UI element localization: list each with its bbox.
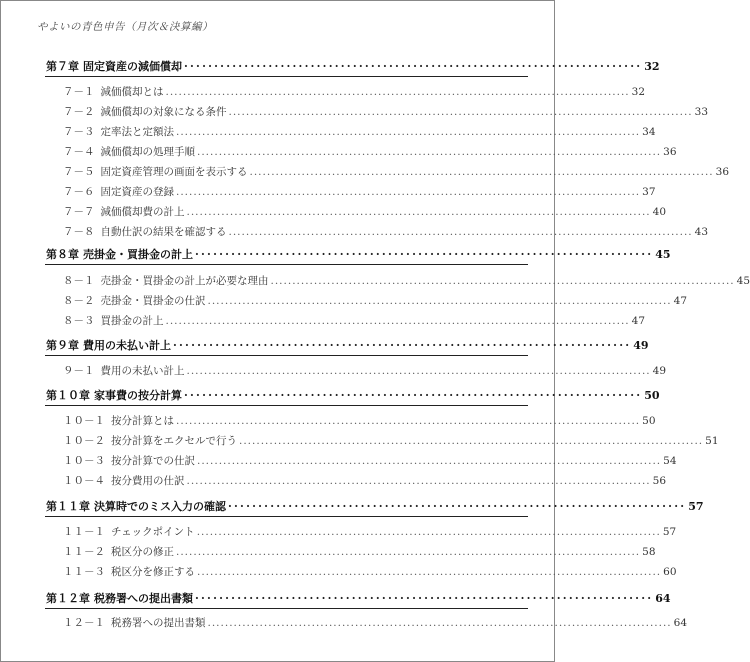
entry-page: 56: [652, 475, 667, 487]
entry-page: 50: [642, 415, 656, 427]
toc-entry[interactable]: [63, 473, 667, 489]
chapter-title: 固定資産の減価償却: [83, 60, 182, 73]
entry-number: １１－２: [63, 546, 105, 558]
dot-leader: ...........................................................................................................: [249, 166, 714, 178]
entry-number: １０－１: [63, 415, 105, 427]
dot-leader: ...........................................................................................................: [176, 415, 641, 427]
entry-page: 43: [694, 226, 709, 238]
dot-leader: ...........................................................................................................: [207, 617, 672, 629]
entry-title: 按分計算での仕訳: [111, 455, 195, 467]
dot-leader: ...........................................................................................................: [197, 455, 662, 467]
toc-entry[interactable]: [63, 184, 656, 200]
chapter-divider: [45, 355, 528, 356]
entry-page: 40: [652, 206, 667, 218]
entry-page: 47: [631, 315, 646, 327]
entry-number: ７－３: [63, 126, 95, 138]
chapter-heading[interactable]: [46, 590, 671, 606]
toc-entry[interactable]: [63, 144, 677, 160]
entry-number: ７－５: [63, 166, 95, 178]
entry-title: 減価償却とは: [100, 86, 164, 98]
entry-title: 費用の未払い計上: [100, 365, 185, 377]
entry-number: ７－１: [63, 86, 95, 98]
chapter-divider: [45, 405, 528, 406]
entry-number: ９－１: [63, 365, 95, 377]
entry-number: １２－１: [63, 617, 105, 629]
entry-page: 32: [631, 86, 646, 98]
entry-title: 定率法と定額法: [100, 126, 174, 138]
dot-leader: ············································································: [184, 60, 643, 73]
toc-entry[interactable]: [63, 104, 709, 120]
chapter-page: 50: [644, 389, 660, 402]
entry-number: １１－１: [63, 526, 105, 538]
dot-leader: ...........................................................................................................: [228, 106, 693, 118]
chapter-title: 税務署への提出書類: [94, 592, 193, 605]
entry-title: 固定資産の登録: [100, 186, 174, 198]
dot-leader: ...........................................................................................................: [196, 526, 661, 538]
toc-entry[interactable]: [63, 204, 667, 220]
entry-title: 按分費用の仕訳: [111, 475, 185, 487]
entry-number: ７－７: [63, 206, 95, 218]
entry-page: 47: [673, 295, 688, 307]
toc-entry[interactable]: [63, 453, 677, 469]
entry-page: 34: [642, 126, 656, 138]
entry-number: １０－３: [63, 455, 105, 467]
toc-entry[interactable]: [63, 413, 656, 429]
dot-leader: ...........................................................................................................: [207, 295, 672, 307]
chapter-number: 第１２章: [46, 592, 90, 605]
chapter-heading[interactable]: [46, 246, 671, 262]
toc-entry[interactable]: [63, 293, 688, 309]
entry-page: 64: [673, 617, 688, 629]
page-header: やよいの青色申告（月次＆決算編）: [37, 21, 213, 33]
entry-page: 57: [662, 526, 677, 538]
chapter-title: 費用の未払い計上: [83, 339, 171, 352]
chapter-number: 第９章: [46, 339, 79, 352]
entry-title: 売掛金・買掛金の計上が必要な理由: [100, 275, 269, 287]
toc-entry[interactable]: [63, 313, 646, 329]
chapter-divider: [45, 516, 528, 517]
entry-title: 固定資産管理の画面を表示する: [100, 166, 248, 178]
dot-leader: ...........................................................................................................: [270, 275, 735, 287]
chapter-title: 売掛金・買掛金の計上: [83, 248, 193, 261]
entry-title: 減価償却費の計上: [100, 206, 185, 218]
entry-page: 37: [642, 186, 656, 198]
chapter-number: 第８章: [46, 248, 79, 261]
chapter-page: 49: [633, 339, 649, 352]
entry-page: 49: [652, 365, 667, 377]
toc-entry[interactable]: [63, 124, 656, 140]
dot-leader: ...........................................................................................................: [186, 206, 651, 218]
dot-leader: ...........................................................................................................: [176, 126, 641, 138]
entry-title: 按分計算とは: [111, 415, 174, 427]
entry-page: 45: [736, 275, 750, 287]
dot-leader: ...........................................................................................................: [165, 86, 630, 98]
entry-title: 税務署への提出書類: [111, 617, 206, 629]
chapter-number: 第１１章: [46, 500, 90, 513]
chapter-page: 57: [688, 500, 704, 513]
entry-number: １１－３: [63, 566, 105, 578]
toc-entry[interactable]: [63, 564, 677, 580]
entry-title: 税区分の修正: [111, 546, 174, 558]
dot-leader: ...........................................................................................................: [228, 226, 693, 238]
entry-title: 按分計算をエクセルで行う: [111, 435, 237, 447]
entry-title: 減価償却の対象になる条件: [100, 106, 227, 118]
entry-title: 買掛金の計上: [100, 315, 164, 327]
toc-entry[interactable]: [63, 224, 709, 240]
dot-leader: ...........................................................................................................: [165, 315, 630, 327]
entry-title: 自動仕訳の結果を確認する: [100, 226, 227, 238]
chapter-page: 45: [655, 248, 671, 261]
dot-leader: ············································································: [195, 248, 654, 261]
chapter-number: 第７章: [46, 60, 79, 73]
entry-number: ７－６: [63, 186, 95, 198]
chapter-divider: [45, 264, 528, 265]
entry-number: ８－２: [63, 295, 95, 307]
toc-entry[interactable]: [63, 524, 677, 540]
toc-entry[interactable]: [63, 164, 730, 180]
chapter-divider: [45, 608, 528, 609]
dot-leader: ...........................................................................................................: [186, 475, 651, 487]
chapter-divider: [45, 76, 528, 77]
entry-number: ７－４: [63, 146, 95, 158]
dot-leader: ············································································: [173, 339, 632, 352]
entry-page: 36: [715, 166, 730, 178]
dot-leader: ...........................................................................................................: [239, 435, 704, 447]
toc-entry[interactable]: [63, 84, 646, 100]
entry-title: 税区分を修正する: [111, 566, 195, 578]
entry-number: ７－８: [63, 226, 95, 238]
dot-leader: ...........................................................................................................: [176, 186, 641, 198]
entry-page: 54: [663, 455, 677, 467]
chapter-heading[interactable]: [46, 498, 704, 514]
entry-page: 33: [694, 106, 709, 118]
dot-leader: ············································································: [228, 500, 687, 513]
chapter-page: 64: [655, 592, 671, 605]
chapter-number: 第１０章: [46, 389, 90, 402]
toc-entry[interactable]: [63, 433, 719, 449]
entry-title: 売掛金・買掛金の仕訳: [100, 295, 206, 307]
chapter-title: 家事費の按分計算: [94, 389, 182, 402]
chapter-heading[interactable]: [46, 337, 649, 353]
dot-leader: ...........................................................................................................: [197, 146, 662, 158]
entry-number: １０－４: [63, 475, 105, 487]
dot-leader: ...........................................................................................................: [197, 566, 662, 578]
entry-number: ８－３: [63, 315, 95, 327]
toc-entry[interactable]: [63, 363, 667, 379]
dot-leader: ...........................................................................................................: [186, 365, 651, 377]
chapter-heading[interactable]: [46, 387, 660, 403]
entry-page: 36: [663, 146, 677, 158]
entry-title: 減価償却の処理手順: [100, 146, 195, 158]
toc-entry[interactable]: [63, 273, 750, 289]
entry-title: チェックポイント: [111, 526, 195, 538]
chapter-title: 決算時でのミス入力の確認: [94, 500, 226, 513]
dot-leader: ············································································: [195, 592, 654, 605]
entry-number: ７－２: [63, 106, 95, 118]
toc-entry[interactable]: [63, 615, 688, 631]
chapter-page: 32: [644, 60, 660, 73]
entry-page: 60: [663, 566, 677, 578]
toc-entry[interactable]: [63, 544, 656, 560]
dot-leader: ...........................................................................................................: [176, 546, 641, 558]
entry-page: 58: [642, 546, 656, 558]
chapter-heading[interactable]: [46, 58, 660, 74]
dot-leader: ············································································: [184, 389, 643, 402]
entry-page: 51: [705, 435, 719, 447]
entry-number: ８－１: [63, 275, 95, 287]
entry-number: １０－２: [63, 435, 105, 447]
